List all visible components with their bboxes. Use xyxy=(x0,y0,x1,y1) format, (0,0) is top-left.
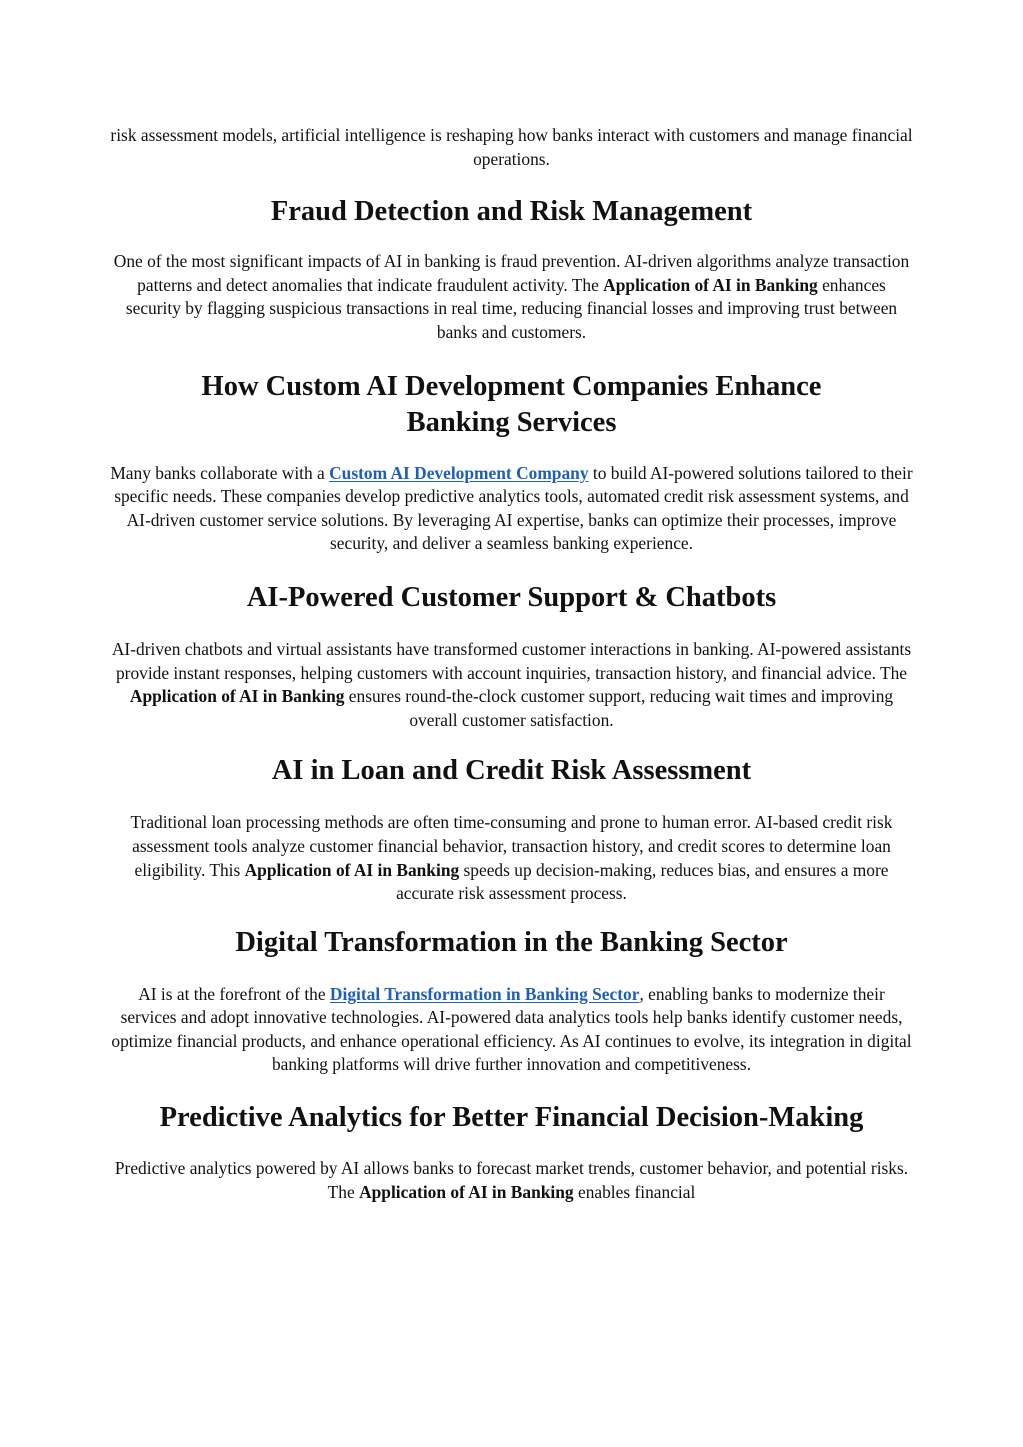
custom-text-after: to build AI-powered solutions tailored to their specific needs. These companies develop predictive analytics tools, automated credit risk assessment systems, and AI-driven customer service solutions. By leveraging AI expertise, banks can optimize their processes, improve security, and deliver a seamless banking experience. xyxy=(114,462,913,554)
fraud-heading: Fraud Detection and Risk Management xyxy=(270,196,753,228)
intro-text: risk assessment models, artificial intelligence is reshaping how banks interact with customers and manage financial operations. xyxy=(110,125,913,169)
chatbots-text-before: AI-driven chatbots and virtual assistants have transformed customer interactions in banking. AI-powered assistants provide instant responses, helping customers with account inquiries, transaction history, and financial advice. The xyxy=(111,638,912,683)
custom-ai-development-company-link[interactable]: Custom AI Development Company xyxy=(329,462,589,483)
intro-paragraph xyxy=(110,124,913,171)
document-content xyxy=(110,124,913,1204)
loan-emphasis: Application of AI in Banking xyxy=(244,859,460,880)
digital-text-before: AI is at the forefront of the xyxy=(138,983,330,1004)
custom-ai-paragraph xyxy=(110,462,913,556)
chatbots-text-after: ensures round-the-clock customer support, reducing wait times and improving overall customer satisfaction. xyxy=(344,686,894,730)
fraud-text-before: One of the most significant impacts of AI in banking is fraud prevention. AI-driven algorithms analyze transaction patterns and detect anomalies that indicate fraudulent activity. The xyxy=(113,251,910,295)
custom-text-before: Many banks collaborate with a xyxy=(110,462,330,483)
predictive-emphasis: Application of AI in Banking xyxy=(359,1181,574,1202)
fraud-text-after: enhances security by flagging suspicious transactions in real time, reducing financial losses and improving trust between banks and customers. xyxy=(125,274,898,342)
custom-ai-heading: How Custom AI Development Companies Enhance Banking Services xyxy=(201,370,822,438)
loan-text-after: speeds up decision-making, reduces bias, and ensures a more accurate risk assessment process. xyxy=(396,859,889,904)
digital-transformation-link[interactable]: Digital Transformation in Banking Sector xyxy=(329,983,640,1004)
digital-heading: Digital Transformation in the Banking Sector xyxy=(235,926,788,958)
predictive-text-after: enables financial xyxy=(573,1181,696,1202)
chatbots-heading: AI-Powered Customer Support & Chatbots xyxy=(246,581,777,613)
predictive-text-before: Predictive analytics powered by AI allows banks to forecast market trends, customer behavior, and potential risks. The xyxy=(114,1158,909,1202)
fraud-paragraph xyxy=(110,250,913,344)
chatbots-paragraph xyxy=(110,638,913,732)
predictive-heading: Predictive Analytics for Better Financial Decision-Making xyxy=(159,1102,864,1134)
digital-paragraph xyxy=(110,983,913,1077)
loan-text-before: Traditional loan processing methods are often time-consuming and prone to human error. AI-based credit risk assessment tools analyze customer financial behavior, transaction history, and credit scores to determine loan eligibility. This xyxy=(130,812,893,880)
loan-paragraph xyxy=(110,811,913,905)
loan-heading: AI in Loan and Credit Risk Assessment xyxy=(271,755,752,787)
chatbots-emphasis: Application of AI in Banking xyxy=(129,686,345,707)
fraud-emphasis: Application of AI in Banking xyxy=(603,274,818,295)
predictive-paragraph xyxy=(110,1157,913,1204)
digital-text-after: , enabling banks to modernize their services and adopt innovative technologies. AI-powered data analytics tools help banks identify customer needs, optimize financial products, and enhance operational efficiency. As AI continues to evolve, its integration in digital banking platforms will drive further innovation and competitiveness. xyxy=(111,983,912,1075)
